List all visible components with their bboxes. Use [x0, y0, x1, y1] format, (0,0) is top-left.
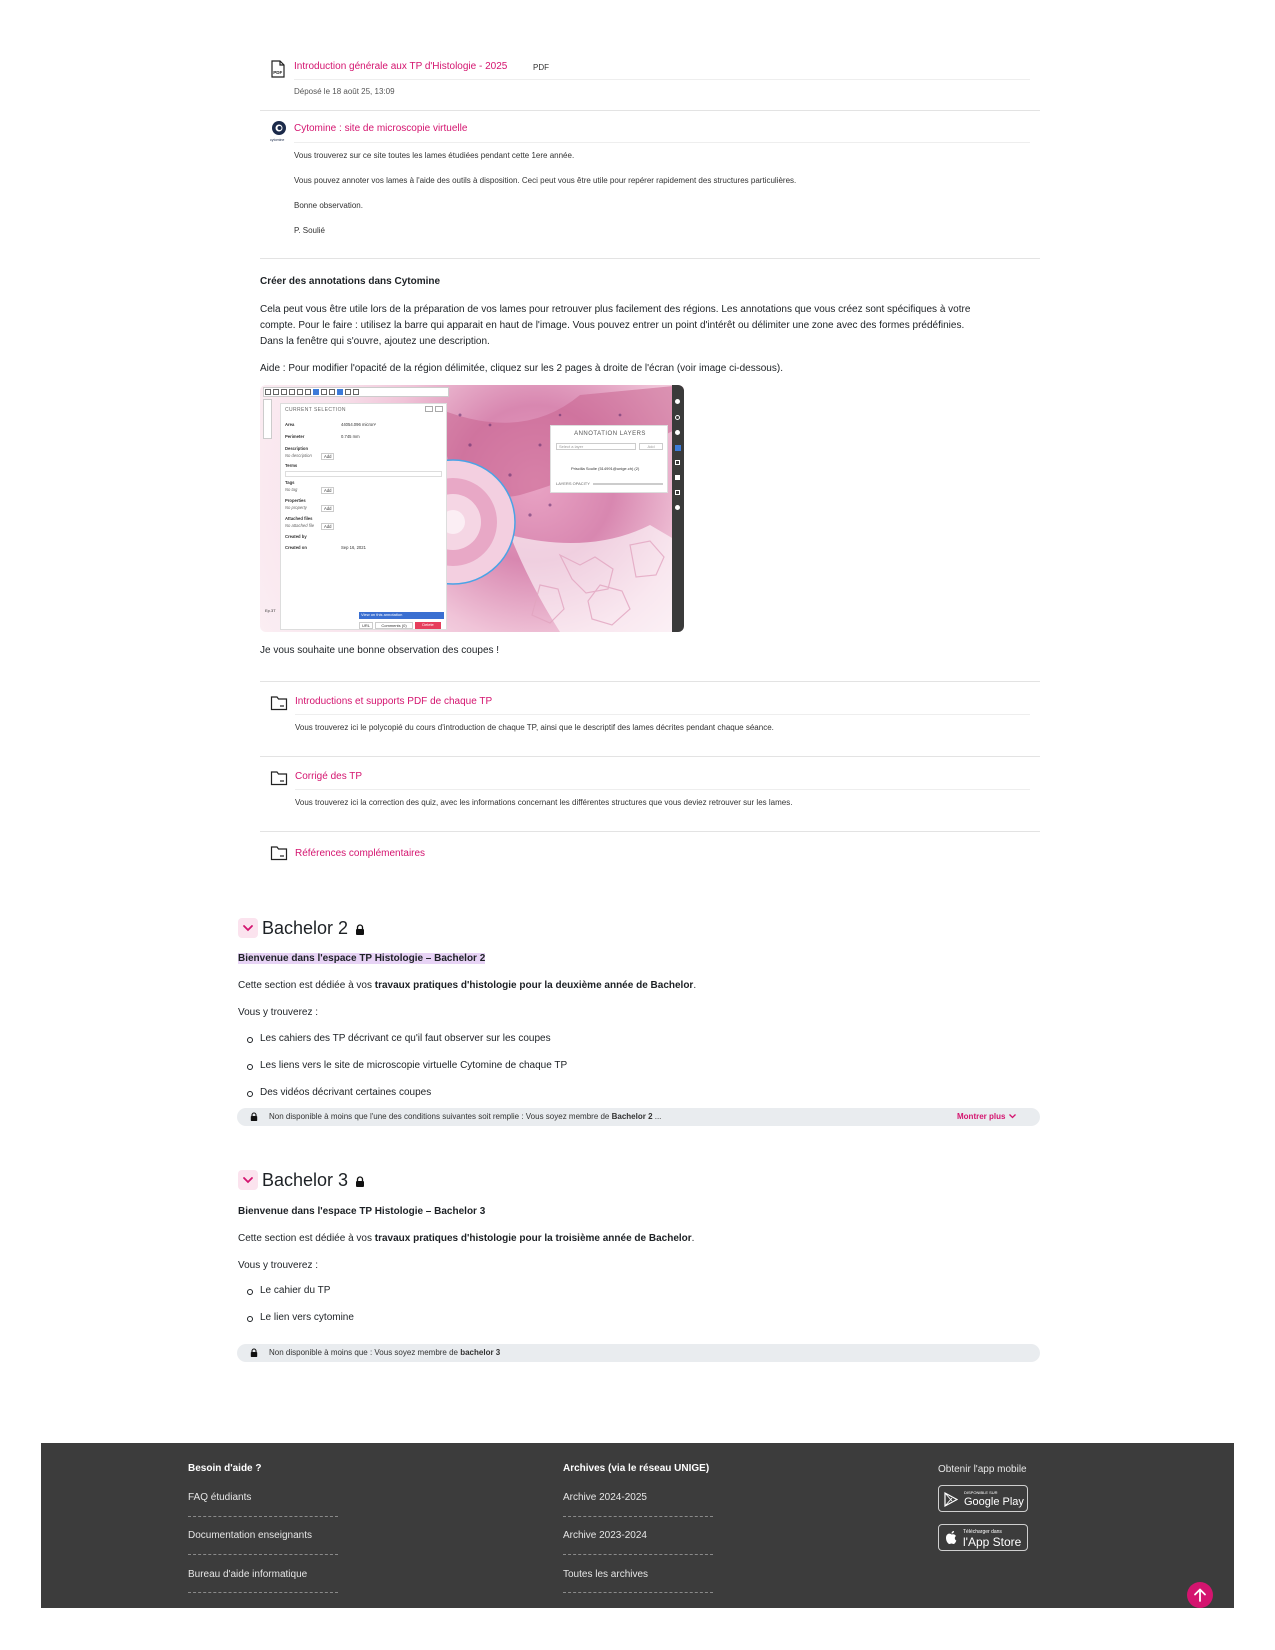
restriction-bar-bachelor3: [237, 1344, 1040, 1362]
google-play-small: DISPONIBLE SUR: [964, 1490, 998, 1495]
footer-app-heading: Obtenir l'app mobile: [938, 1464, 1027, 1475]
restriction-text: Non disponible à moins que : Vous soyez membre de bachelor 3: [269, 1348, 501, 1357]
activity-divider: [294, 142, 1030, 143]
selection-add-button[interactable]: Add: [321, 505, 334, 512]
annotation-help: Aide : Pour modifier l'opacité de la région délimitée, cliquez sur les 2 pages à droite de l'écran (voir image ci-dessous).: [260, 363, 783, 374]
intro-text: Cette section est dédiée à vos: [238, 1233, 375, 1244]
lock-icon: [250, 1348, 258, 1357]
layers-opacity-label: LAYERS OPACITY: [556, 481, 590, 486]
arrow-up-icon: [1187, 1582, 1213, 1608]
upload-date: Déposé le 18 août 25, 13:09: [294, 87, 395, 96]
chevron-down-icon: [1008, 1113, 1017, 1120]
layers-user: Priscilla Soulie (514991@unige.ch) (2): [571, 466, 640, 471]
google-play-button[interactable]: [938, 1485, 1028, 1512]
chevron-down-icon: [238, 1170, 258, 1190]
selection-add-button[interactable]: Add: [321, 487, 334, 494]
selection-row-label: No attached file: [285, 523, 315, 528]
panel-actions[interactable]: [425, 406, 443, 412]
lock-icon: [355, 924, 365, 935]
selection-row-label: Created by: [285, 534, 307, 539]
list-item: Les cahiers des TP décrivant ce qu'il faut observer sur les coupes: [260, 1033, 551, 1044]
annotation-layers-panel: [550, 425, 668, 493]
activity-pdf: [260, 58, 1030, 98]
bachelor3-intro: [238, 1231, 694, 1246]
app-store-label: l'App Store: [963, 1535, 1022, 1549]
site-footer: [41, 1443, 1234, 1608]
section-divider: [260, 756, 1040, 757]
selection-row-label: No description: [285, 453, 312, 458]
bachelor3-welcome: Bienvenue dans l'espace TP Histologie – Bachelor 3: [238, 1206, 486, 1217]
selection-row-value: 0.745 mm: [341, 434, 360, 439]
folder-link-introductions[interactable]: Introductions et supports PDF de chaque TP: [295, 696, 493, 707]
layers-title: ANNOTATION LAYERS: [574, 431, 646, 437]
folder-desc: Vous trouverez ici le polycopié du cours d'introduction de chaque TP, ainsi que le descriptif des lames décrites pendant chaque séance.: [295, 723, 774, 732]
selection-row-label: Tags: [285, 480, 295, 485]
layers-opacity-slider[interactable]: [593, 483, 663, 485]
list-item: Le lien vers cytomine: [260, 1312, 354, 1323]
annotation-toolbar[interactable]: [263, 387, 449, 397]
current-selection-panel: [265, 403, 447, 630]
cytomine-logo-caption: cytomine: [270, 138, 285, 142]
selection-row-value: 44054.096 micron²: [341, 422, 376, 427]
cytomine-desc-line: P. Soulié: [294, 226, 325, 235]
pdf-file-icon: [269, 60, 287, 78]
list-item: Des vidéos décrivant certaines coupes: [260, 1087, 432, 1098]
selection-row-label: Perimeter: [285, 434, 305, 439]
footer-divider: [563, 1592, 713, 1593]
selection-row-label: Area: [285, 422, 295, 427]
folder-desc: Vous trouverez ici la correction des quiz, avec les informations concernant les différentes structures que vous deviez retrouver sur les lames.: [295, 798, 793, 807]
pdf-badge: PDF: [533, 63, 549, 72]
folder-link-references[interactable]: Références complémentaires: [295, 848, 426, 859]
intro-end: .: [691, 1233, 695, 1244]
folder-icon: [270, 769, 288, 787]
zoom-controls[interactable]: [263, 399, 272, 439]
footer-divider: [563, 1516, 713, 1517]
delete-button[interactable]: Delete: [415, 622, 441, 629]
footer-help-heading: Besoin d'aide ?: [188, 1463, 262, 1474]
footer-archives-heading: Archives (via le réseau UNIGE): [563, 1463, 710, 1474]
restriction-text: Non disponible à moins que l'une des conditions suivantes soit remplie : Vous soyez membre de Bachelor 2 ...: [269, 1112, 662, 1121]
activity-divider: [295, 789, 1030, 790]
apple-icon: [945, 1530, 957, 1545]
section-divider: [260, 681, 1040, 682]
selection-row-label: No tag: [285, 487, 298, 492]
selection-row-label: Description: [285, 446, 309, 451]
footer-link-docs[interactable]: Documentation enseignants: [188, 1530, 312, 1541]
restriction-bar-bachelor2: [237, 1108, 1040, 1126]
panel-title: CURRENT SELECTION: [285, 407, 346, 413]
app-store-small: Télécharger dans: [963, 1529, 1002, 1535]
cytomine-screenshot: [260, 385, 684, 632]
annotation-heading: Créer des annotations dans Cytomine: [260, 276, 441, 287]
bachelor2-intro: [238, 978, 696, 993]
cytomine-desc-line: Vous pouvez annoter vos lames à l'aide des outils à disposition. Ceci peut vous être utile pour repérer rapidement des structures particulières.: [294, 176, 797, 185]
terms-input[interactable]: [285, 471, 442, 477]
bachelor2-find: Vous y trouverez :: [238, 1007, 319, 1018]
footer-link-archive-2023[interactable]: Archive 2023-2024: [563, 1530, 647, 1541]
section-title-bachelor3[interactable]: Bachelor 3: [262, 1170, 349, 1190]
layers-select[interactable]: Select a layer: [556, 443, 636, 450]
bachelor2-welcome: Bienvenue dans l'espace TP Histologie – Bachelor 2: [238, 953, 486, 964]
viewer-right-toolbar[interactable]: [672, 385, 684, 632]
cytomine-logo-icon: [269, 120, 289, 142]
collapse-toggle-bachelor2[interactable]: [238, 918, 258, 938]
selection-row-label: Properties: [285, 498, 306, 503]
annotation-paragraph-line: compte. Pour le faire : utilisez la barre qui apparait en haut de l'image. Vous pouvez entrer un point d'intérêt ou délimiter une zone avec des formes prédéfinies.: [260, 320, 965, 331]
selection-add-button[interactable]: Add: [321, 453, 334, 460]
folder-icon: [270, 844, 288, 862]
footer-divider: [188, 1592, 338, 1593]
url-button[interactable]: URL: [359, 622, 373, 629]
intro-bold: travaux pratiques d'histologie pour la deuxième année de Bachelor: [374, 980, 694, 991]
footer-link-all-archives[interactable]: Toutes les archives: [563, 1569, 649, 1580]
layers-add-button[interactable]: Add: [639, 443, 663, 450]
activity-cytomine: [260, 118, 1040, 243]
folder-activity: [260, 840, 1040, 870]
selection-row-label: No property: [285, 505, 307, 510]
folder-activity: [260, 765, 1040, 825]
pdf-activity-link[interactable]: Introduction générale aux TP d'Histologie - 2025: [294, 61, 508, 72]
selection-add-button[interactable]: Add: [321, 523, 334, 530]
list-item: Les liens vers le site de microscopie virtuelle Cytomine de chaque TP: [260, 1060, 568, 1071]
annotation-paragraph-line: Cela peut vous être utile lors de la préparation de vos lames pour retrouver plus facilement des régions. Les annotations que vous créez sont spécifiques à votre: [260, 304, 971, 315]
selection-row-label: Attached files: [285, 516, 313, 521]
section-divider: [260, 258, 1040, 259]
selection-row-value: Sep 16, 2021: [341, 545, 366, 550]
section-title-bachelor2[interactable]: Bachelor 2: [262, 918, 349, 938]
section-divider: [260, 110, 1040, 111]
intro-text: Cette section est dédiée à vos: [238, 980, 375, 991]
selection-row-label: Created on: [285, 545, 307, 550]
list-item: Le cahier du TP: [260, 1285, 331, 1296]
section-divider: [260, 831, 1040, 832]
cytomine-activity-link[interactable]: Cytomine : site de microscopie virtuelle: [294, 123, 468, 134]
cytomine-desc-line: Vous trouverez sur ce site toutes les lames étudiées pendant cette 1ere année.: [294, 151, 575, 160]
closing-text: Je vous souhaite une bonne observation des coupes !: [260, 645, 500, 656]
intro-bold: travaux pratiques d'histologie pour la troisième année de Bachelor: [374, 1233, 692, 1244]
view-annotation-button[interactable]: View on this annotation: [359, 612, 444, 619]
footer-divider: [188, 1516, 338, 1517]
lock-icon: [250, 1112, 258, 1121]
intro-end: .: [693, 980, 697, 991]
back-to-top-button[interactable]: [1187, 1582, 1213, 1608]
svg-text:PDF: PDF: [273, 70, 283, 75]
footer-link-faq[interactable]: FAQ étudiants: [188, 1492, 252, 1503]
lock-icon: [355, 1176, 365, 1187]
annotation-paragraph-line: Dans la fenêtre qui s'ouvre, ajoutez une description.: [260, 336, 490, 347]
footer-divider: [188, 1554, 338, 1555]
google-play-label: Google Play: [964, 1496, 1024, 1508]
bachelor3-find: Vous y trouverez :: [238, 1260, 319, 1271]
folder-activity: [260, 690, 1040, 750]
footer-link-archive-2024[interactable]: Archive 2024-2025: [563, 1492, 647, 1503]
folder-icon: [270, 694, 288, 712]
footer-divider: [563, 1554, 713, 1555]
footer-link-helpdesk[interactable]: Bureau d'aide informatique: [188, 1569, 308, 1580]
chevron-down-icon: [238, 918, 258, 938]
app-store-button[interactable]: [938, 1524, 1028, 1551]
folder-link-corrige[interactable]: Corrigé des TP: [295, 771, 363, 782]
activity-divider: [294, 79, 1030, 80]
cytomine-desc-line: Bonne observation.: [294, 201, 363, 210]
scale-label: Ep.3T: [265, 608, 276, 613]
activity-divider: [295, 714, 1030, 715]
selection-row-label: Terms: [285, 463, 298, 468]
collapse-toggle-bachelor3[interactable]: [238, 1170, 258, 1190]
google-play-icon: [944, 1492, 958, 1507]
show-more-link[interactable]: Montrer plus: [957, 1112, 1017, 1121]
comments-button[interactable]: Comments (0): [375, 622, 413, 629]
